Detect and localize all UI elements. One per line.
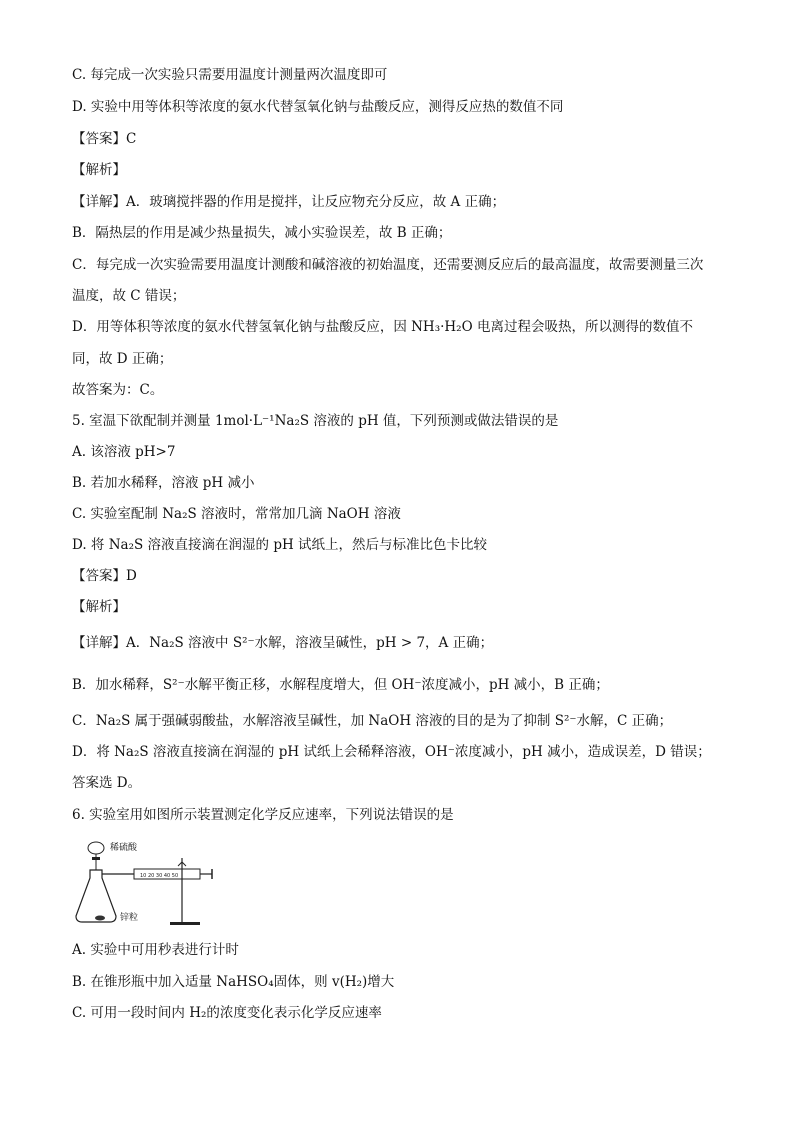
option-a: A. 该溶液 pH>7 (72, 444, 176, 460)
text-line: C．每完成一次实验需要用温度计测酸和碱溶液的初始温度，还需要测反应后的最高温度，故需要测量三次 (72, 257, 704, 273)
option-d: D. 将 Na₂S 溶液直接滴在润湿的 pH 试纸上，然后与标准比色卡比较 (72, 537, 488, 553)
text-line: D．将 Na₂S 溶液直接滴在润湿的 pH 试纸上会稀释溶液，OH⁻浓度减小，pH 减小，造成误差，D 错误； (72, 744, 711, 760)
analysis-label: 【解析】 (72, 162, 126, 178)
text-line: C. 每完成一次实验只需要用温度计测量两次温度即可 (72, 67, 388, 83)
label-zinc: 锌粒 (120, 913, 139, 923)
answer-label: 【答案】C (72, 131, 137, 147)
text-line: 答案选 D。 (72, 775, 142, 791)
text-line: 【详解】A．玻璃搅拌器的作用是搅拌，让反应物充分反应，故 A 正确； (72, 194, 506, 210)
option-b: B. 在锥形瓶中加入适量 NaHSO₄固体，则 v(H₂)增大 (72, 974, 395, 990)
stand-base (170, 922, 200, 925)
apparatus-figure (70, 838, 220, 928)
text-line: B．加水稀释，S²⁻水解平衡正移，水解程度增大，但 OH⁻浓度减小，pH 减小，B 正确； (72, 677, 609, 693)
text-line: D．用等体积等浓度的氨水代替氢氧化钠与盐酸反应，因 NH₃·H₂O 电离过程会吸热，所以测得的数值不 (72, 319, 693, 335)
text-line: 【详解】A．Na₂S 溶液中 S²⁻水解，溶液呈碱性，pH > 7，A 正确； (72, 635, 494, 651)
option-a: A. 实验中可用秒表进行计时 (72, 942, 239, 958)
scale-text: 10 20 30 40 50 (140, 873, 179, 879)
label-acid: 稀硫酸 (110, 843, 138, 853)
stopcock (92, 857, 100, 860)
option-c: C. 实验室配制 Na₂S 溶液时，常常加几滴 NaOH 溶液 (72, 506, 401, 522)
analysis-label: 【解析】 (72, 599, 126, 615)
text-line: D. 实验中用等体积等浓度的氨水代替氢氧化钠与盐酸反应，测得反应热的数值不同 (72, 99, 564, 115)
text-line: B．隔热层的作用是减少热量损失，减小实验误差，故 B 正确； (72, 225, 452, 241)
text-line: C．Na₂S 属于强碱弱酸盐，水解溶液呈碱性，加 NaOH 溶液的目的是为了抑制 S²⁻水解，C 正确； (72, 713, 673, 729)
text-line: 同，故 D 正确； (72, 351, 173, 367)
question-6: 6. 实验室用如图所示装置测定化学反应速率，下列说法错误的是 (72, 807, 454, 823)
text-line: 故答案为：C。 (72, 382, 164, 398)
option-b: B. 若加水稀释，溶液 pH 减小 (72, 475, 255, 491)
answer-label: 【答案】D (72, 568, 137, 584)
option-c: C. 可用一段时间内 H₂的浓度变化表示化学反应速率 (72, 1005, 382, 1021)
zinc-granules (95, 916, 105, 921)
funnel-bulb (88, 842, 104, 854)
text-line: 温度，故 C 错误； (72, 288, 186, 304)
question-5: 5. 室温下欲配制并测量 1mol·L⁻¹Na₂S 溶液的 pH 值，下列预测或做法错误的是 (72, 413, 559, 429)
conical-flask (76, 870, 116, 922)
